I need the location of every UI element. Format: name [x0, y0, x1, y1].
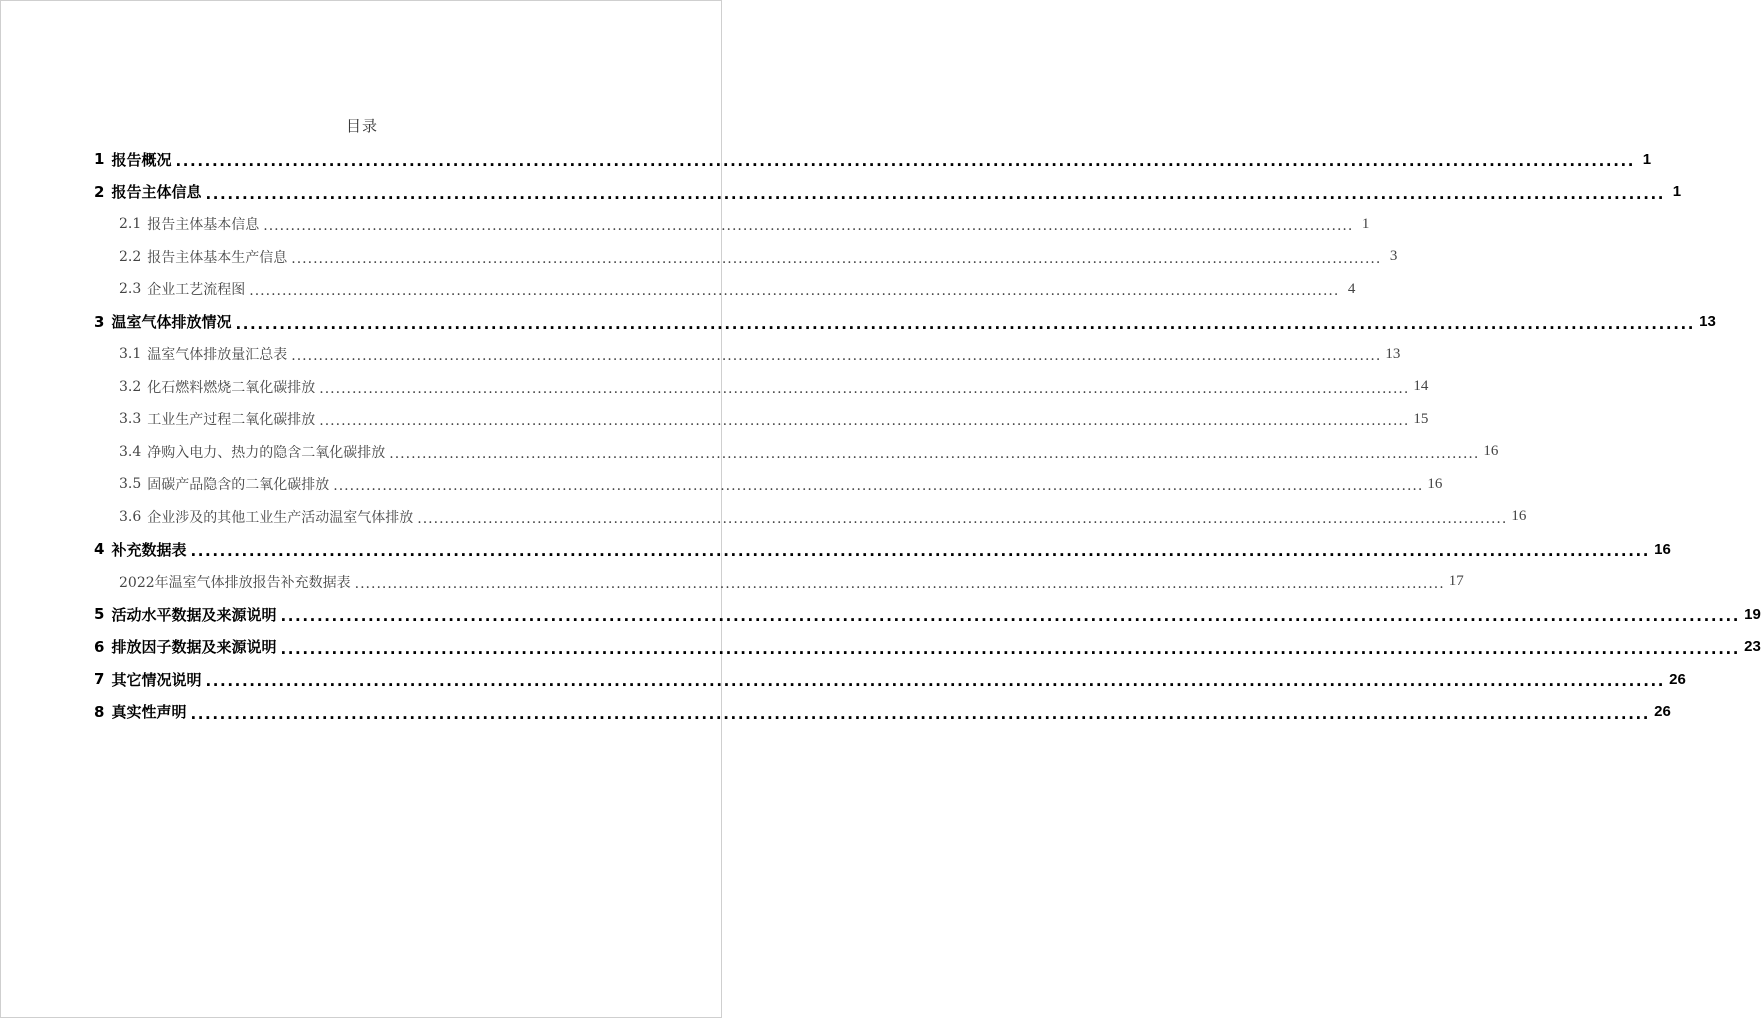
toc-entry-label: 真实性声明 — [111, 703, 187, 722]
toc-entry-page-number: 26 — [1654, 703, 1671, 721]
toc-entry-chapter[interactable] — [94, 631, 1761, 664]
toc-entry-label: 报告概况 — [111, 150, 172, 169]
toc-entry-chapter[interactable] — [94, 598, 1761, 631]
dot-leader: ........................................................................................................................................................................................................ — [333, 478, 1424, 495]
toc-entry-label: 工业生产过程二氧化碳排放 — [147, 412, 316, 429]
toc-entry-number: 2.2 — [119, 248, 142, 265]
toc-entry-label: 温室气体排放量汇总表 — [147, 347, 288, 364]
toc-entry-page-number: 1 — [1361, 215, 1370, 232]
toc-entry-section[interactable] — [94, 371, 1429, 404]
toc-entry-section[interactable] — [94, 338, 1401, 371]
toc-entry-page-number: 13 — [1699, 313, 1716, 331]
toc-entry-number: 3.3 — [119, 411, 142, 428]
toc-entry-page-number: 16 — [1483, 443, 1499, 460]
toc-entry-label: 活动水平数据及来源说明 — [111, 605, 277, 624]
dot-leader: ........................................................................................................................................................................................................ — [389, 445, 1480, 462]
toc-entry-number: 8 — [94, 702, 105, 721]
toc-entry-number: 3.6 — [119, 508, 142, 525]
toc-entry-label: 报告主体信息 — [111, 183, 202, 202]
dot-leader: ........................................................................................................................................................................................................ — [354, 575, 1445, 592]
dot-leader: ........................................................................................................................................................................................................ — [263, 218, 1354, 235]
toc-entry-number: 3 — [94, 312, 105, 331]
toc-entry-page-number: 3 — [1389, 248, 1398, 265]
toc-entry-page-number: 4 — [1347, 280, 1356, 297]
toc-entry-page-number: 1 — [1642, 150, 1652, 168]
toc-entry-label: 净购入电力、热力的隐含二氧化碳排放 — [147, 444, 386, 461]
dot-leader: ........................................................................................................................................................................................................ — [319, 413, 1410, 430]
dot-leader: ........................................................................................................................................................................................................ — [190, 704, 1651, 723]
toc-entry-page-number: 1 — [1672, 183, 1682, 201]
toc-entry-label: 其它情况说明 — [111, 670, 202, 689]
toc-entry-label: 排放因子数据及来源说明 — [111, 638, 277, 657]
dot-leader: ........................................................................................................................................................................................................ — [280, 639, 1741, 658]
toc-entry-section[interactable] — [94, 468, 1443, 501]
toc-entry-label: 化石燃料燃烧二氧化碳排放 — [147, 379, 316, 396]
toc-entry-page-number: 15 — [1413, 410, 1429, 427]
toc-entry-label: 补充数据表 — [111, 540, 187, 559]
dot-leader: ........................................................................................................................................................................................................ — [175, 152, 1636, 171]
toc-entry-number: 3.1 — [119, 346, 142, 363]
toc-entry-label: 固碳产品隐含的二氧化碳排放 — [147, 477, 330, 494]
toc-entry-number: 5 — [94, 605, 105, 624]
dot-leader: ........................................................................................................................................................................................................ — [291, 348, 1382, 365]
dot-leader: ........................................................................................................................................................................................................ — [205, 672, 1666, 691]
toc-entry-number: 1 — [94, 150, 105, 169]
toc-entry-label: 报告主体基本生产信息 — [147, 249, 288, 266]
dot-leader: ........................................................................................................................................................................................................ — [190, 542, 1651, 561]
toc-entry-label: 温室气体排放情况 — [111, 313, 232, 332]
toc-entry-section[interactable] — [94, 208, 1370, 241]
toc-entry-page-number: 26 — [1669, 670, 1686, 688]
toc-entry-number: 2 — [94, 182, 105, 201]
toc-entry-number: 6 — [94, 637, 105, 656]
toc-entry-number: 2.3 — [119, 281, 142, 298]
toc-entry-chapter[interactable] — [94, 176, 1682, 209]
dot-leader: ........................................................................................................................................................................................................ — [280, 607, 1741, 626]
toc-entry-chapter[interactable] — [94, 306, 1716, 339]
dot-leader: ........................................................................................................................................................................................................ — [291, 250, 1382, 267]
toc-entry-label: 企业工艺流程图 — [147, 282, 246, 299]
toc-entry-label: 2022年温室气体排放报告补充数据表 — [119, 574, 351, 591]
toc-entry-page-number: 16 — [1654, 540, 1671, 558]
toc-entry-number: 3.2 — [119, 378, 142, 395]
toc-entry-number: 3.4 — [119, 443, 142, 460]
dot-leader: ........................................................................................................................................................................................................ — [417, 510, 1508, 527]
toc-entry-section[interactable] — [94, 403, 1429, 436]
toc-entry-page-number: 13 — [1385, 345, 1401, 362]
toc-entry-page-number: 17 — [1448, 573, 1464, 590]
toc-entry-chapter[interactable] — [94, 143, 1652, 176]
toc-entry-page-number: 14 — [1413, 378, 1429, 395]
toc-entry-section[interactable] — [94, 436, 1499, 469]
dot-leader: ........................................................................................................................................................................................................ — [235, 314, 1696, 333]
toc-title: 目录 — [345, 117, 378, 135]
toc-entry-number: 4 — [94, 540, 105, 559]
table-of-contents — [94, 143, 1761, 728]
toc-entry-chapter[interactable] — [94, 663, 1686, 696]
toc-entry-chapter[interactable] — [94, 696, 1671, 729]
toc-entry-number: 2.1 — [119, 216, 142, 233]
toc-entry-label: 报告主体基本信息 — [147, 217, 260, 234]
toc-entry-page-number: 16 — [1511, 508, 1527, 525]
dot-leader: ........................................................................................................................................................................................................ — [249, 283, 1340, 300]
toc-entry-section[interactable] — [94, 273, 1356, 306]
toc-entry-section[interactable] — [94, 241, 1398, 274]
toc-entry-section[interactable] — [94, 566, 1464, 599]
toc-entry-page-number: 23 — [1744, 638, 1761, 656]
dot-leader: ........................................................................................................................................................................................................ — [205, 184, 1666, 203]
dot-leader: ........................................................................................................................................................................................................ — [319, 380, 1410, 397]
toc-entry-number: 7 — [94, 670, 105, 689]
toc-entry-label: 企业涉及的其他工业生产活动温室气体排放 — [147, 509, 414, 526]
toc-entry-number: 3.5 — [119, 476, 142, 493]
toc-entry-page-number: 19 — [1744, 605, 1761, 623]
toc-entry-chapter[interactable] — [94, 533, 1671, 566]
toc-entry-section[interactable] — [94, 501, 1527, 534]
toc-entry-page-number: 16 — [1427, 475, 1443, 492]
